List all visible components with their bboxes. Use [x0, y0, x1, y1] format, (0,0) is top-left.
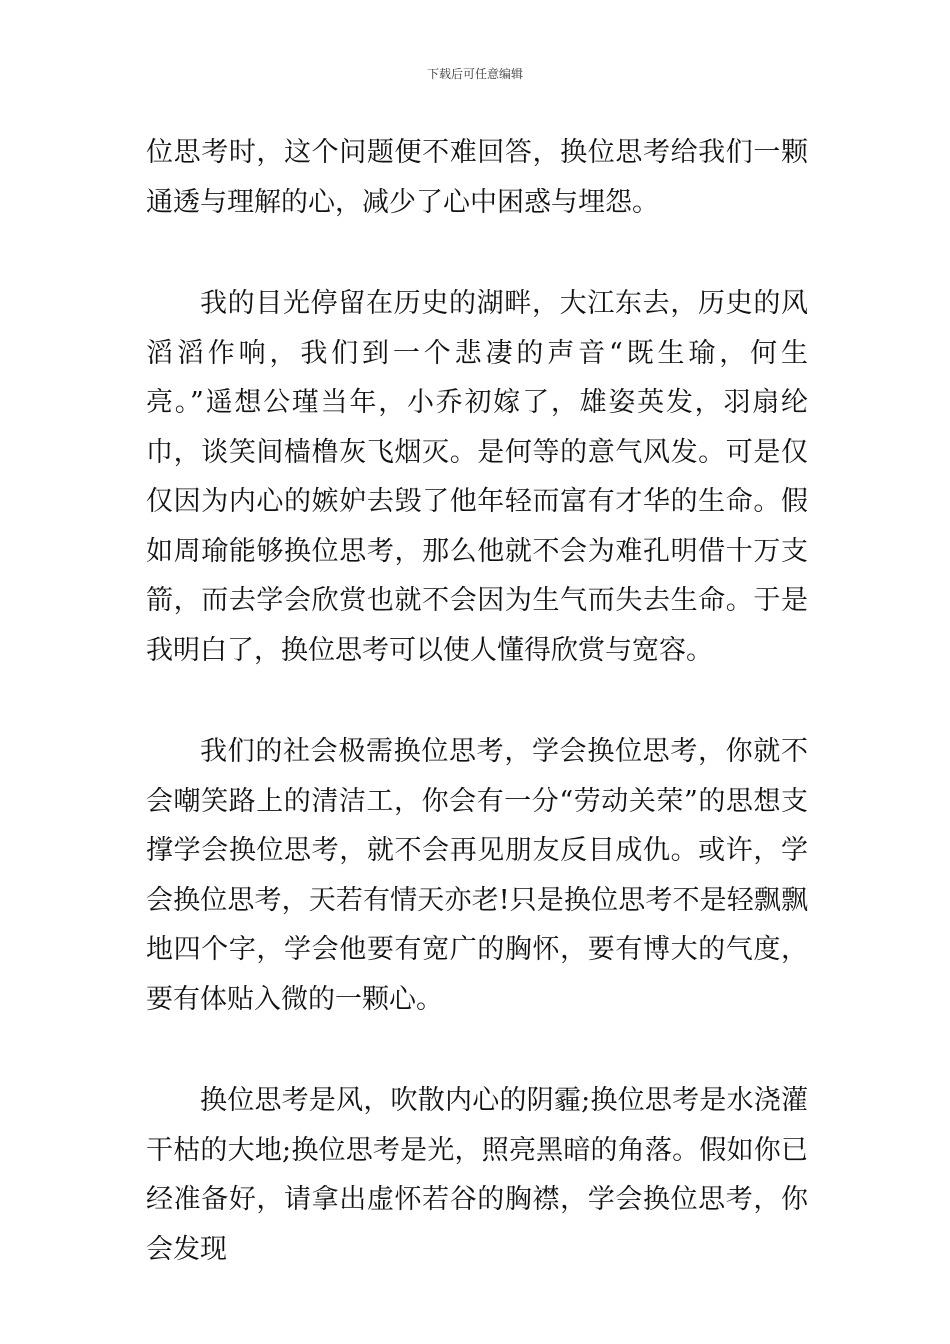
page-header: 下载后可任意编辑 — [426, 67, 523, 81]
paragraph-3: 我们的社会极需换位思考，学会换位思考，你就不会嘲笑路上的清洁工，你会有一分“劳动关荣”的思想支撑学会换位思考，就不会再见朋友反目成仇。或许，学会换位思考，天若有情天亦老!只是换位思考不是轻飘飘地四个字，学会他要有宽广的胸怀，要有博大的气度，要有体贴入微的一颗心。 — [146, 736, 808, 1015]
paragraph-1: 位思考时，这个问题便不难回答，换位思考给我们一颗通透与理解的心，减少了心中困惑与埋怨。 — [146, 137, 808, 218]
paragraph-gap — [146, 227, 808, 279]
paragraph-gap — [146, 675, 808, 727]
paragraph-gap — [146, 1024, 808, 1076]
document-body — [146, 128, 808, 1274]
paragraph-2: 我的目光停留在历史的湖畔，大江东去，历史的风滔滔作响，我们到一个悲凄的声音“既生瑜，何生亮。”遥想公瑾当年，小乔初嫁了，雄姿英发，羽扇纶巾，谈笑间樯橹灰飞烟灭。是何等的意气风发。可是仅仅因为内心的嫉妒去毁了他年轻而富有才华的生命。假如周瑜能够换位思考，那么他就不会为难孔明借十万支箭，而去学会欣赏也就不会因为生气而失去生命。于是我明白了，换位思考可以使人懂得欣赏与宽容。 — [146, 288, 808, 666]
paragraph-4: 换位思考是风，吹散内心的阴霾;换位思考是水浇灌干枯的大地;换位思考是光，照亮黑暗的角落。假如你已经准备好，请拿出虚怀若谷的胸襟，学会换位思考，你会发现 — [146, 1085, 808, 1265]
